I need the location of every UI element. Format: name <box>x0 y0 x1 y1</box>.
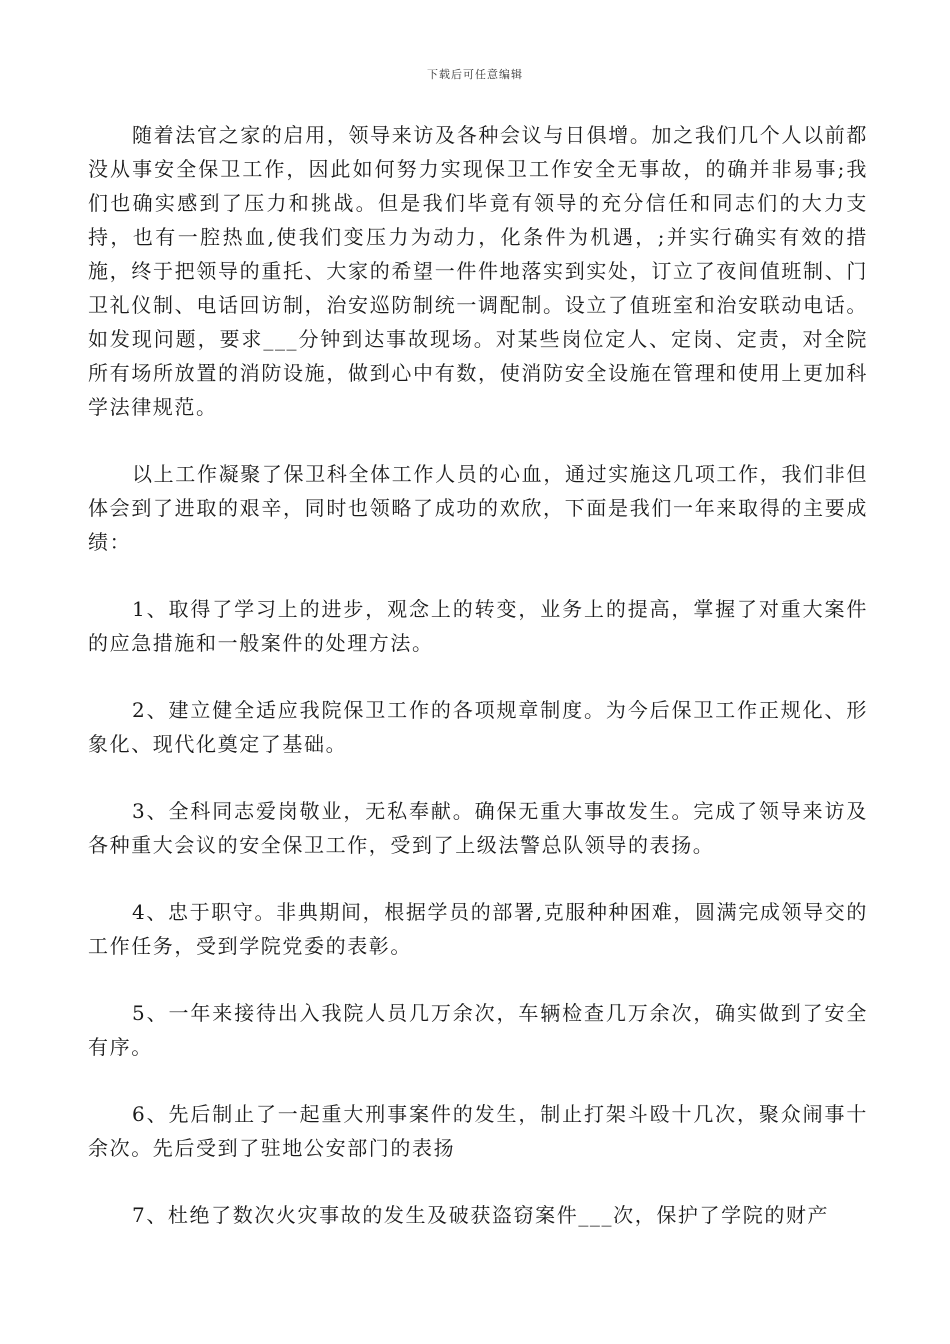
list-item-achievement-2: 2、建立健全适应我院保卫工作的各项规章制度。为今后保卫工作正规化、形象化、现代化奠定了基础。 <box>88 698 868 756</box>
list-item-achievement-7: 7、杜绝了数次火灾事故的发生及破获盗窃案件___次，保护了学院的财产 <box>132 1203 830 1227</box>
paragraph-summary: 以上工作凝聚了保卫科全体工作人员的心血，通过实施这几项工作，我们非但体会到了进取的艰辛，同时也领略了成功的欢欣，下面是我们一年来取得的主要成绩： <box>88 462 868 554</box>
list-item-achievement-1: 1、取得了学习上的进步，观念上的转变，业务上的提高，掌握了对重大案件的应急措施和一般案件的处理方法。 <box>88 597 868 655</box>
list-item-achievement-3: 3、全科同志爱岗敬业，无私奉献。确保无重大事故发生。完成了领导来访及各种重大会议的安全保卫工作，受到了上级法警总队领导的表扬。 <box>88 799 868 857</box>
list-item-achievement-5: 5、一年来接待出入我院人员几万余次，车辆检查几万余次，确实做到了安全有序。 <box>88 1001 868 1059</box>
document-body <box>88 118 868 1232</box>
list-item-achievement-6: 6、先后制止了一起重大刑事案件的发生，制止打架斗殴十几次，聚众闹事十余次。先后受到了驻地公安部门的表扬 <box>88 1102 868 1160</box>
header-note: 下载后可任意编辑 <box>427 68 523 81</box>
list-item-achievement-4: 4、忠于职守。非典期间，根据学员的部署,克服种种困难，圆满完成领导交的工作任务，受到学院党委的表彰。 <box>88 900 868 958</box>
paragraph-intro: 随着法官之家的启用，领导来访及各种会议与日俱增。加之我们几个人以前都没从事安全保卫工作，因此如何努力实现保卫工作安全无事故，的确并非易事;我们也确实感到了压力和挑战。但是我们毕竟有领导的充分信任和同志们的大力支持，也有一腔热血,使我们变压力为动力，化条件为机遇，;并实行确实有效的措施，终于把领导的重托、大家的希望一件件地落实到实处，订立了夜间值班制、门卫礼仪制、电话回访制，治安巡防制统一调配制。设立了值班室和治安联动电话。如发现问题，要求___分钟到达事故现场。对某些岗位定人、定岗、定责，对全院所有场所放置的消防设施，做到心中有数，使消防安全设施在管理和使用上更加科学法律规范。 <box>88 123 868 419</box>
